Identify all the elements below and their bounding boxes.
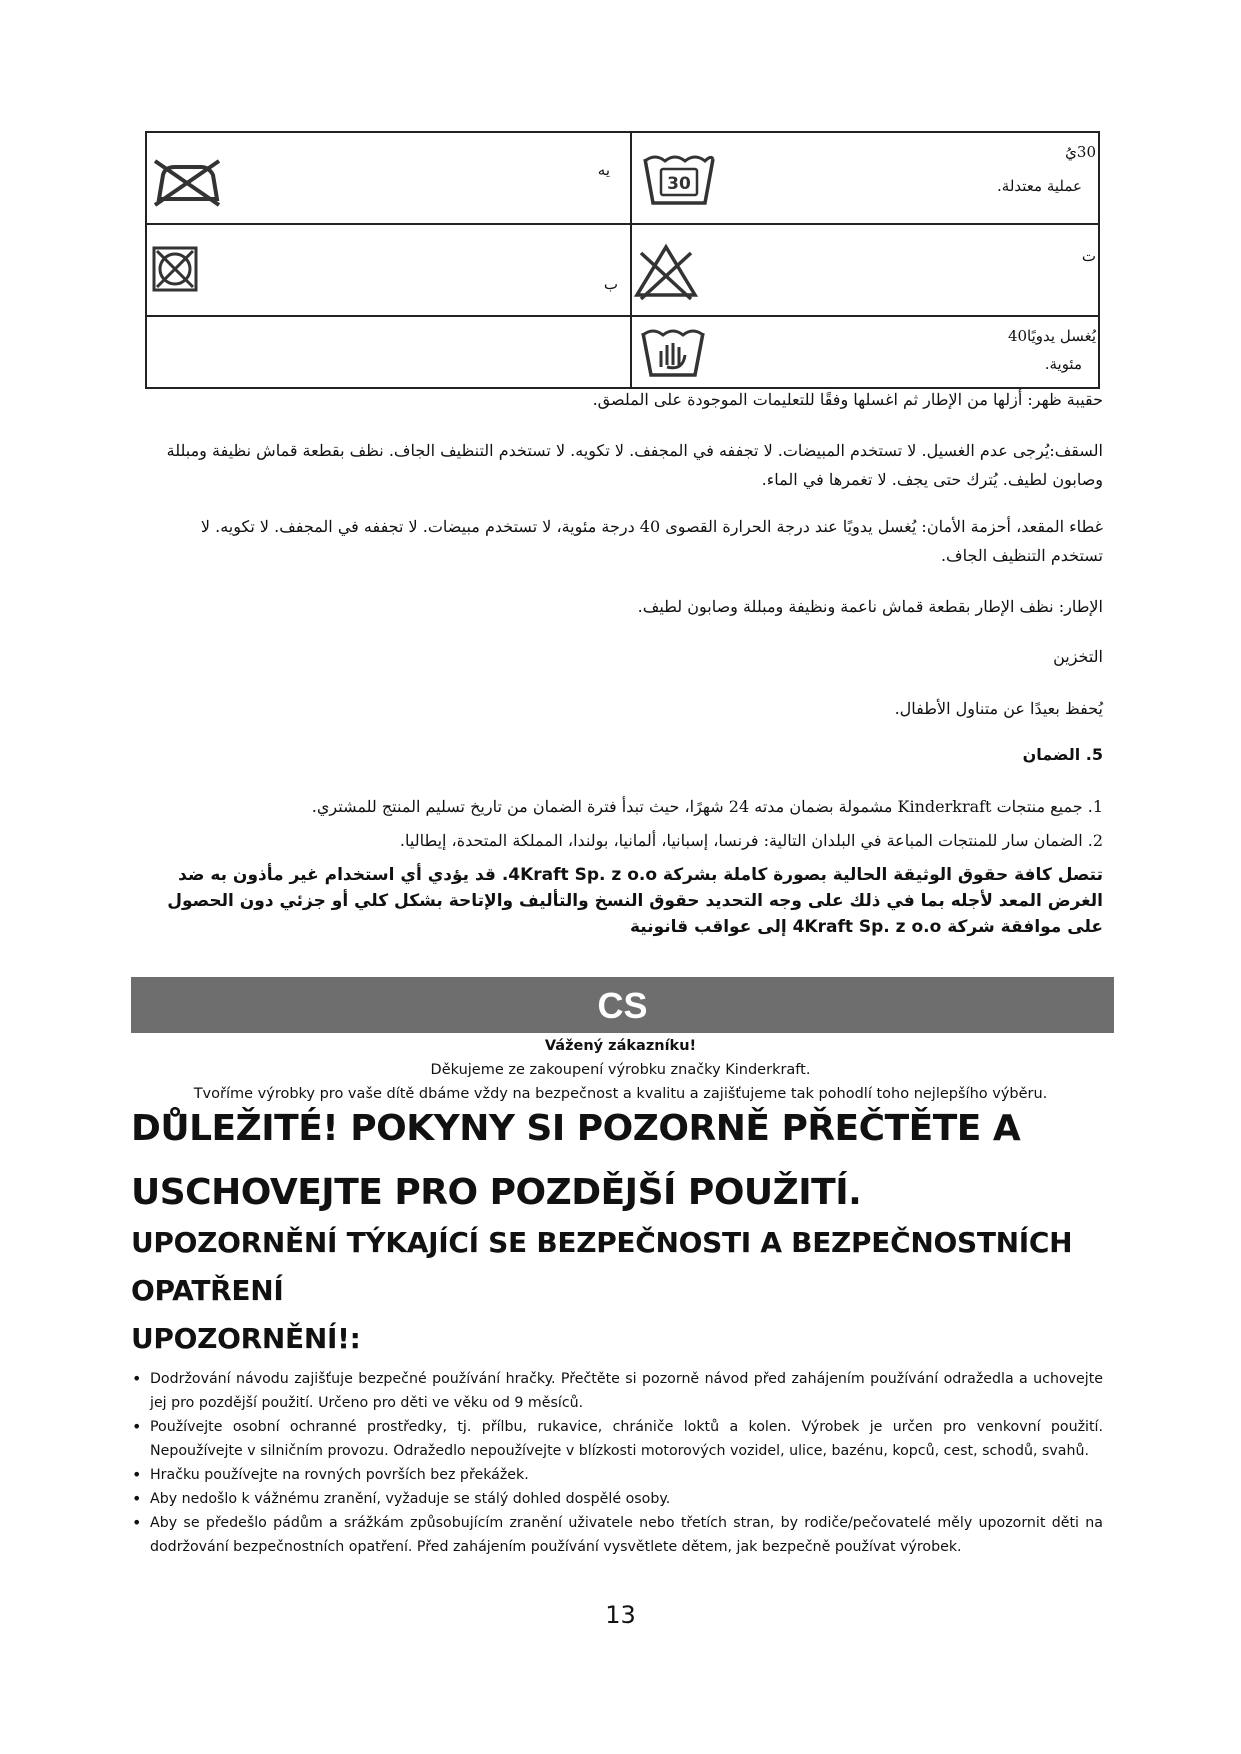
warning-list	[131, 1367, 1103, 1559]
table-divider	[147, 315, 1098, 317]
main-heading-line-2: USCHOVEJTE PRO POZDĚJŠÍ POUŽITÍ.	[131, 1172, 862, 1213]
list-item: • Používejte osobní ochranné prostředky, tj. přílbu, rukavice, chrániče loktů a kolen. Výrobek je určen pro venkovní použití. Nepoužívejte v silničním provozu. Odražedlo nepoužívejte v blízkosti motorových vozidel, ulice, bazénu, kopců, cest, schodů, svahů.	[131, 1415, 1103, 1463]
storage-text: يُحفظ بعيدًا عن متناول الأطفال.	[894, 699, 1103, 718]
care-cell-text: يه	[597, 161, 610, 179]
care-cell-text: ب	[603, 275, 618, 293]
care-cell-text: مئوية.	[1044, 355, 1082, 373]
greeting: Vážený zákazníku!	[544, 1038, 697, 1054]
do-not-tumble-dry-icon	[151, 245, 199, 293]
wash-30-icon	[641, 151, 717, 209]
care-cell-text: ت	[1081, 247, 1096, 265]
page-number: 13	[605, 1601, 636, 1629]
list-item: • Dodržování návodu zajišťuje bezpečné používání hračky. Přečtěte si pozorně návod před zahájením používání odražedla a uchovejte jej pro pozdější použití. Určeno pro děti ve věku od 9 měsíců.	[131, 1367, 1103, 1415]
thanks-text: Děkujeme ze zakoupení výrobku značky Kinderkraft.	[430, 1062, 811, 1078]
list-item: • Aby nedošlo k vážnému zranění, vyžaduje se stálý dohled dospělé osoby.	[131, 1487, 1103, 1511]
warranty-item-1: 1. جميع منتجات Kinderkraft مشمولة بضمان مدته 24 شهرًا، حيث تبدأ فترة الضمان من تاريخ تسليم المنتج للمشتري.	[311, 797, 1103, 816]
care-symbols-table	[145, 131, 1100, 389]
care-text-backpack: حقيبة ظهر: أزلها من الإطار ثم اغسلها وفقًا للتعليمات الموجودة على الملصق.	[592, 390, 1103, 409]
table-divider	[630, 133, 632, 387]
list-item: • Aby se předešlo pádům a srážkám způsobujícím zranění uživatele nebo třetích stran, by rodiče/pečovatelé měly upozornit děti na dodržování bezpečnostních opatření. Před zahájením používání vysvětlete dětem, jak bezpečně používat výrobek.	[131, 1511, 1103, 1559]
care-text-roof: السقف:يُرجى عدم الغسيل. لا تستخدم المبيضات. لا تجففه في المجفف. لا تكويه. لا تستخدم التنظيف الجاف. نظف بقطعة قماش نظيفة ومبللة وصابون لطيف. يُترك حتى يجف. لا تغمرها في الماء.	[166, 441, 1103, 489]
language-section-bar: CS	[131, 977, 1114, 1033]
list-item: • Hračku používejte na rovných površích bez překážek.	[131, 1463, 1103, 1487]
care-cell-text: 30يُ	[1065, 143, 1096, 161]
care-text-frame: الإطار: نظف الإطار بقطعة قماش ناعمة ونظيفة ومبللة وصابون لطيف.	[637, 597, 1103, 616]
safety-heading-line-2: OPATŘENÍ	[131, 1274, 284, 1307]
do-not-iron-icon	[153, 155, 221, 207]
table-divider	[147, 223, 1098, 225]
safety-heading-line-1: UPOZORNĚNÍ TÝKAJÍCÍ SE BEZPEČNOSTI A BEZPEČNOSTNÍCH	[131, 1226, 1073, 1259]
copyright-notice: تتصل كافة حقوق الوثيقة الحالية بصورة كاملة بشركة 4Kraft Sp. z o.o. قد يؤدي أي استخدام غير مأذون به ضد الغرض المعد لأجله بما في ذلك على وجه التحديد حقوق النسخ والتأليف والإتاحة بشكل كلي أو جزئي دون الحصول على موافقة شركة 4Kraft Sp. z o.o إلى عواقب قانونية	[167, 865, 1103, 937]
main-heading-line-1: DŮLEŽITÉ! POKYNY SI POZORNĚ PŘEČTĚTE A	[131, 1108, 1021, 1149]
care-cell-text: يُغسل يدويًا40	[1007, 327, 1096, 345]
warning-heading: UPOZORNĚNÍ!:	[131, 1322, 361, 1355]
intro-text: Tvoříme výrobky pro vaše dítě dbáme vždy na bezpečnost a kvalitu a zajišťujeme tak pohodlí toho nejlepšího výběru.	[193, 1086, 1048, 1102]
do-not-bleach-icon	[633, 241, 699, 301]
wash-temp-label: 30	[667, 174, 691, 194]
warranty-item-2: 2. الضمان سار للمنتجات المباعة في البلدان التالية: فرنسا، إسبانيا، ألمانيا، بولندا، المملكة المتحدة، إيطاليا.	[399, 831, 1103, 850]
care-cell-text: عملية معتدلة.	[997, 177, 1082, 195]
storage-title: التخزين	[1053, 647, 1103, 666]
warranty-title: 5. الضمان	[1022, 745, 1103, 764]
hand-wash-icon	[639, 325, 707, 381]
care-text-seat: غطاء المقعد، أحزمة الأمان: يُغسل يدويًا عند درجة الحرارة القصوى 40 درجة مئوية، لا تستخدم مبيضات. لا تجففه في المجفف. لا تكويه. لا تستخدم التنظيف الجاف.	[200, 517, 1103, 565]
